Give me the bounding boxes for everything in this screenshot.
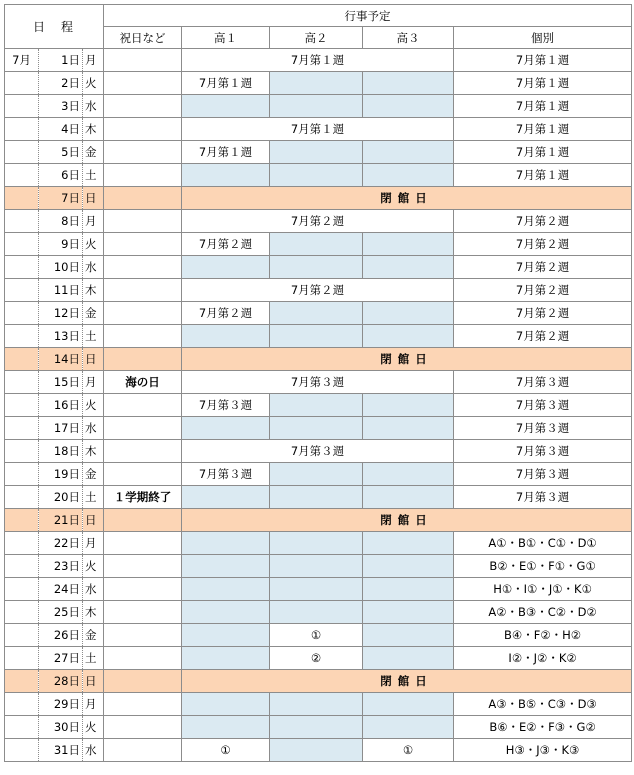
weekday-cell: 土: [83, 325, 104, 348]
table-row: [5, 72, 632, 95]
closed-label: 閉館日: [182, 670, 632, 693]
weekday-cell: 水: [83, 578, 104, 601]
weekday-cell: 火: [83, 555, 104, 578]
grade1-cell: 7月第１週: [182, 72, 270, 95]
weekday-cell: 日: [83, 348, 104, 371]
grade3-cell: [363, 532, 454, 555]
individual-cell: 7月第１週: [454, 118, 632, 141]
weekday-cell: 木: [83, 118, 104, 141]
events-header: 行事予定: [104, 5, 632, 27]
individual-cell: B⑥・E②・F③・G②: [454, 716, 632, 739]
holiday-cell: [104, 578, 182, 601]
grade1-cell: [182, 95, 270, 118]
table-row: [5, 141, 632, 164]
individual-cell: 7月第３週: [454, 417, 632, 440]
weekday-cell: 土: [83, 647, 104, 670]
grade1-cell: [182, 578, 270, 601]
month-cell: [5, 624, 39, 647]
table-row: [5, 624, 632, 647]
table-row: [5, 532, 632, 555]
table-row: [5, 693, 632, 716]
grade1-cell: [182, 601, 270, 624]
grade3-cell: [363, 601, 454, 624]
holiday-cell: [104, 210, 182, 233]
weekday-cell: 月: [83, 49, 104, 72]
month-cell: [5, 164, 39, 187]
day-cell: 16日: [39, 394, 83, 417]
weekday-cell: 木: [83, 440, 104, 463]
month-cell: [5, 394, 39, 417]
month-cell: [5, 233, 39, 256]
day-cell: 13日: [39, 325, 83, 348]
closed-label: 閉館日: [182, 348, 632, 371]
merged-event-cell: 7月第３週: [182, 371, 454, 394]
holiday-cell: [104, 417, 182, 440]
individual-cell: 7月第３週: [454, 394, 632, 417]
month-cell: 7月: [5, 49, 39, 72]
grade3-cell: [363, 486, 454, 509]
month-cell: [5, 693, 39, 716]
merged-event-cell: 7月第１週: [182, 49, 454, 72]
month-cell: [5, 555, 39, 578]
table-row: [5, 555, 632, 578]
grade1-cell: 7月第３週: [182, 463, 270, 486]
weekday-cell: 水: [83, 256, 104, 279]
holiday-cell: 海の日: [104, 371, 182, 394]
individual-column-header: 個別: [454, 27, 632, 49]
grade2-cell: [270, 578, 363, 601]
day-cell: 28日: [39, 670, 83, 693]
table-row: [5, 233, 632, 256]
individual-cell: A①・B①・C①・D①: [454, 532, 632, 555]
month-cell: [5, 486, 39, 509]
merged-event-cell: 7月第１週: [182, 118, 454, 141]
holiday-cell: [104, 72, 182, 95]
grade1-cell: [182, 555, 270, 578]
grade1-cell: [182, 486, 270, 509]
merged-event-cell: 7月第３週: [182, 440, 454, 463]
holiday-cell: [104, 509, 182, 532]
table-row: [5, 578, 632, 601]
grade2-cell: [270, 325, 363, 348]
day-cell: 2日: [39, 72, 83, 95]
individual-cell: H③・J③・K③: [454, 739, 632, 762]
month-cell: [5, 302, 39, 325]
weekday-cell: 火: [83, 716, 104, 739]
holiday-cell: [104, 95, 182, 118]
grade3-cell: [363, 72, 454, 95]
grade2-column-header: 高２: [270, 27, 363, 49]
table-row: [5, 302, 632, 325]
holiday-column-header: 祝日など: [104, 27, 182, 49]
day-cell: 30日: [39, 716, 83, 739]
grade3-column-header: 高３: [363, 27, 454, 49]
grade3-cell: [363, 693, 454, 716]
month-cell: [5, 509, 39, 532]
individual-cell: 7月第１週: [454, 72, 632, 95]
weekday-cell: 日: [83, 670, 104, 693]
day-cell: 25日: [39, 601, 83, 624]
individual-cell: A③・B⑤・C③・D③: [454, 693, 632, 716]
day-cell: 20日: [39, 486, 83, 509]
weekday-cell: 金: [83, 302, 104, 325]
weekday-cell: 月: [83, 371, 104, 394]
day-cell: 26日: [39, 624, 83, 647]
grade2-cell: [270, 532, 363, 555]
holiday-cell: [104, 440, 182, 463]
grade3-cell: ①: [363, 739, 454, 762]
grade3-cell: [363, 463, 454, 486]
grade2-cell: [270, 256, 363, 279]
day-cell: 15日: [39, 371, 83, 394]
merged-event-cell: 7月第２週: [182, 279, 454, 302]
closed-day-row: [5, 348, 632, 371]
holiday-cell: [104, 233, 182, 256]
grade3-cell: [363, 647, 454, 670]
grade1-cell: [182, 693, 270, 716]
grade2-cell: [270, 302, 363, 325]
table-row: [5, 325, 632, 348]
weekday-cell: 水: [83, 417, 104, 440]
month-cell: [5, 739, 39, 762]
day-cell: 31日: [39, 739, 83, 762]
table-header: [5, 5, 632, 49]
month-cell: [5, 647, 39, 670]
weekday-cell: 火: [83, 394, 104, 417]
day-cell: 19日: [39, 463, 83, 486]
individual-cell: H①・I①・J①・K①: [454, 578, 632, 601]
weekday-cell: 金: [83, 141, 104, 164]
individual-cell: 7月第２週: [454, 325, 632, 348]
weekday-cell: 金: [83, 463, 104, 486]
grade3-cell: [363, 95, 454, 118]
month-cell: [5, 279, 39, 302]
day-cell: 4日: [39, 118, 83, 141]
month-cell: [5, 463, 39, 486]
table-row: [5, 486, 632, 509]
grade1-cell: [182, 164, 270, 187]
merged-event-cell: 7月第２週: [182, 210, 454, 233]
grade1-column-header: 高１: [182, 27, 270, 49]
holiday-cell: [104, 256, 182, 279]
grade3-cell: [363, 302, 454, 325]
day-cell: 11日: [39, 279, 83, 302]
day-cell: 14日: [39, 348, 83, 371]
individual-cell: B②・E①・F①・G①: [454, 555, 632, 578]
table-row: [5, 716, 632, 739]
schedule-table: [4, 4, 632, 762]
grade3-cell: [363, 624, 454, 647]
table-row: [5, 417, 632, 440]
grade2-cell: [270, 141, 363, 164]
individual-cell: 7月第１週: [454, 95, 632, 118]
table-row: [5, 647, 632, 670]
holiday-cell: [104, 141, 182, 164]
holiday-cell: [104, 624, 182, 647]
day-cell: 24日: [39, 578, 83, 601]
grade1-cell: [182, 325, 270, 348]
table-row: [5, 95, 632, 118]
weekday-cell: 金: [83, 624, 104, 647]
day-cell: 27日: [39, 647, 83, 670]
holiday-cell: [104, 49, 182, 72]
day-cell: 12日: [39, 302, 83, 325]
holiday-cell: [104, 532, 182, 555]
weekday-cell: 月: [83, 210, 104, 233]
day-cell: 21日: [39, 509, 83, 532]
month-cell: [5, 601, 39, 624]
grade3-cell: [363, 578, 454, 601]
day-cell: 3日: [39, 95, 83, 118]
holiday-cell: [104, 279, 182, 302]
individual-cell: 7月第２週: [454, 233, 632, 256]
holiday-cell: [104, 302, 182, 325]
grade2-cell: [270, 739, 363, 762]
individual-cell: 7月第２週: [454, 279, 632, 302]
grade2-cell: [270, 555, 363, 578]
grade2-cell: [270, 417, 363, 440]
schedule-header: 日 程: [5, 5, 104, 49]
month-cell: [5, 325, 39, 348]
holiday-cell: [104, 187, 182, 210]
grade1-cell: [182, 624, 270, 647]
holiday-cell: [104, 601, 182, 624]
month-cell: [5, 670, 39, 693]
table-row: [5, 118, 632, 141]
grade1-cell: 7月第３週: [182, 394, 270, 417]
holiday-cell: [104, 647, 182, 670]
weekday-cell: 木: [83, 279, 104, 302]
table-row: [5, 49, 632, 72]
table-row: [5, 210, 632, 233]
day-cell: 17日: [39, 417, 83, 440]
day-cell: 9日: [39, 233, 83, 256]
weekday-cell: 木: [83, 601, 104, 624]
month-cell: [5, 716, 39, 739]
individual-cell: 7月第３週: [454, 486, 632, 509]
grade3-cell: [363, 394, 454, 417]
grade1-cell: 7月第２週: [182, 233, 270, 256]
closed-day-row: [5, 670, 632, 693]
grade2-cell: [270, 716, 363, 739]
grade1-cell: [182, 716, 270, 739]
grade3-cell: [363, 555, 454, 578]
table-row: [5, 440, 632, 463]
grade2-cell: [270, 164, 363, 187]
month-cell: [5, 417, 39, 440]
grade2-cell: [270, 394, 363, 417]
month-cell: [5, 187, 39, 210]
grade1-cell: [182, 256, 270, 279]
individual-cell: 7月第３週: [454, 440, 632, 463]
month-cell: [5, 440, 39, 463]
closed-label: 閉館日: [182, 187, 632, 210]
individual-cell: A②・B③・C②・D②: [454, 601, 632, 624]
weekday-cell: 火: [83, 72, 104, 95]
month-cell: [5, 532, 39, 555]
closed-day-row: [5, 187, 632, 210]
holiday-cell: [104, 348, 182, 371]
day-cell: 23日: [39, 555, 83, 578]
day-cell: 18日: [39, 440, 83, 463]
individual-cell: 7月第２週: [454, 210, 632, 233]
individual-cell: 7月第１週: [454, 141, 632, 164]
weekday-cell: 月: [83, 693, 104, 716]
grade3-cell: [363, 233, 454, 256]
month-cell: [5, 95, 39, 118]
table-row: [5, 739, 632, 762]
month-cell: [5, 118, 39, 141]
grade1-cell: [182, 647, 270, 670]
holiday-cell: [104, 716, 182, 739]
weekday-cell: 土: [83, 164, 104, 187]
holiday-cell: [104, 739, 182, 762]
grade3-cell: [363, 325, 454, 348]
table-row: [5, 463, 632, 486]
weekday-cell: 火: [83, 233, 104, 256]
grade1-cell: [182, 417, 270, 440]
grade1-cell: ①: [182, 739, 270, 762]
table-row: [5, 279, 632, 302]
individual-cell: 7月第１週: [454, 49, 632, 72]
table-row: [5, 164, 632, 187]
grade2-cell: [270, 693, 363, 716]
closed-day-row: [5, 509, 632, 532]
grade1-cell: 7月第２週: [182, 302, 270, 325]
grade2-cell: [270, 95, 363, 118]
table-row: [5, 256, 632, 279]
holiday-cell: [104, 555, 182, 578]
grade3-cell: [363, 417, 454, 440]
month-cell: [5, 256, 39, 279]
individual-cell: 7月第３週: [454, 371, 632, 394]
holiday-cell: [104, 164, 182, 187]
grade3-cell: [363, 256, 454, 279]
day-cell: 1日: [39, 49, 83, 72]
grade2-cell: ①: [270, 624, 363, 647]
grade3-cell: [363, 716, 454, 739]
grade2-cell: ②: [270, 647, 363, 670]
table-row: [5, 371, 632, 394]
individual-cell: B④・F②・H②: [454, 624, 632, 647]
grade3-cell: [363, 141, 454, 164]
grade2-cell: [270, 486, 363, 509]
holiday-cell: [104, 394, 182, 417]
grade2-cell: [270, 601, 363, 624]
month-cell: [5, 72, 39, 95]
closed-label: 閉館日: [182, 509, 632, 532]
month-cell: [5, 141, 39, 164]
month-cell: [5, 348, 39, 371]
holiday-cell: [104, 463, 182, 486]
individual-cell: 7月第２週: [454, 302, 632, 325]
grade3-cell: [363, 164, 454, 187]
grade2-cell: [270, 233, 363, 256]
weekday-cell: 日: [83, 187, 104, 210]
day-cell: 7日: [39, 187, 83, 210]
month-cell: [5, 578, 39, 601]
table-row: [5, 601, 632, 624]
individual-cell: 7月第２週: [454, 256, 632, 279]
individual-cell: 7月第３週: [454, 463, 632, 486]
day-cell: 29日: [39, 693, 83, 716]
day-cell: 5日: [39, 141, 83, 164]
table-row: [5, 394, 632, 417]
holiday-cell: [104, 118, 182, 141]
day-cell: 22日: [39, 532, 83, 555]
grade1-cell: 7月第１週: [182, 141, 270, 164]
grade1-cell: [182, 532, 270, 555]
grade2-cell: [270, 72, 363, 95]
holiday-cell: [104, 693, 182, 716]
weekday-cell: 日: [83, 509, 104, 532]
holiday-cell: [104, 325, 182, 348]
weekday-cell: 水: [83, 95, 104, 118]
month-cell: [5, 210, 39, 233]
weekday-cell: 月: [83, 532, 104, 555]
weekday-cell: 土: [83, 486, 104, 509]
grade2-cell: [270, 463, 363, 486]
table-body: [5, 49, 632, 762]
day-cell: 6日: [39, 164, 83, 187]
weekday-cell: 水: [83, 739, 104, 762]
individual-cell: 7月第１週: [454, 164, 632, 187]
month-cell: [5, 371, 39, 394]
holiday-cell: １学期終了: [104, 486, 182, 509]
day-cell: 10日: [39, 256, 83, 279]
holiday-cell: [104, 670, 182, 693]
day-cell: 8日: [39, 210, 83, 233]
individual-cell: I②・J②・K②: [454, 647, 632, 670]
